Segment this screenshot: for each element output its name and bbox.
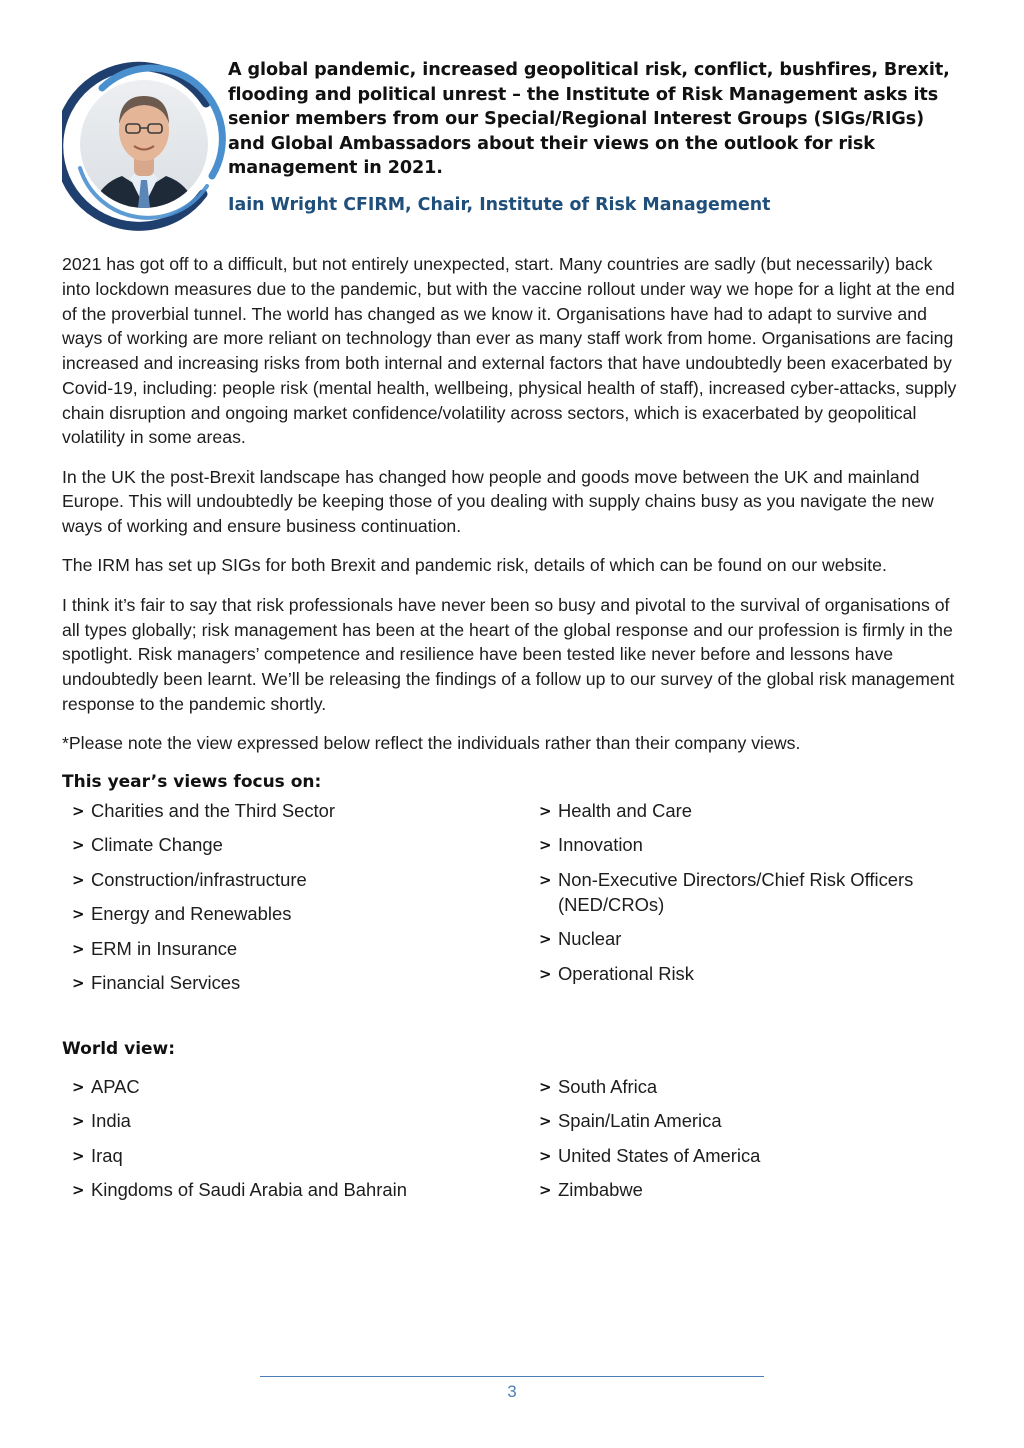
world-list: [62, 1075, 962, 1215]
intro-block: [228, 58, 964, 217]
chevron-right-icon: >: [539, 964, 552, 983]
list-item-label: Climate Change: [91, 834, 223, 856]
body-paragraph: I think it’s fair to say that risk professionals have never been so busy and pivotal to the survival of organisations of all types globally; risk management has been at the heart of the global response and our profession is firmly in the spotlight. Risk managers’ competence and resilience have been tested like never before and lessons have undoubtedly been learnt. We’ll be releasing the findings of a follow up to our survey of the global risk management response to the pandemic shortly.: [62, 594, 955, 714]
list-item-label: ERM in Insurance: [91, 937, 238, 959]
list-item-label: Financial Services: [91, 972, 241, 994]
list-item-label: Energy and Renewables: [91, 903, 292, 925]
chevron-right-icon: >: [72, 836, 85, 855]
list-item: [72, 799, 512, 824]
list-item-label: Innovation: [558, 834, 643, 856]
chevron-right-icon: >: [539, 1146, 552, 1165]
list-item: [72, 1109, 512, 1134]
body-paragraph: In the UK the post-Brexit landscape has changed how people and goods move between the UK and mainland Europe. This will undoubtedly be keeping those of you dealing with supply chains busy as you navigate the new ways of working and ensure business continuation.: [62, 466, 934, 537]
chevron-right-icon: >: [72, 974, 85, 993]
list-item: [72, 868, 512, 893]
chevron-right-icon: >: [539, 802, 552, 820]
list-item-label: United States of America: [558, 1144, 761, 1166]
focus-heading: This year’s views focus on:: [62, 772, 322, 792]
list-item: [72, 902, 512, 927]
intro-standfirst: A global pandemic, increased geopolitical risk, conflict, bushfires, Brexit, flooding and political unrest – the Institute of Risk Management asks its senior members from our Special/Regional Interest Groups (SIGs/RIGs) and Global Ambassadors about their views on the outlook for risk management in 2021.: [228, 60, 950, 179]
list-item-label: Spain/Latin America: [558, 1110, 722, 1132]
chevron-right-icon: >: [72, 905, 85, 924]
list-item: [72, 1144, 512, 1169]
list-item: [539, 1178, 959, 1203]
article-header: [62, 58, 962, 238]
list-item: [72, 1178, 512, 1203]
footer-divider: [260, 1376, 764, 1377]
list-item-label: Zimbabwe: [558, 1179, 643, 1201]
list-item-label: Charities and the Third Sector: [91, 800, 335, 821]
chevron-right-icon: >: [72, 1078, 85, 1096]
list-item: [539, 868, 959, 918]
list-item-label: Construction/infrastructure: [91, 868, 307, 890]
list-item-label: South Africa: [558, 1076, 658, 1097]
list-item-label: Non-Executive Directors/Chief Risk Officers (NED/CROs): [558, 868, 914, 915]
list-item: [72, 937, 512, 962]
list-item: [539, 1144, 959, 1169]
list-item: [539, 927, 959, 952]
list-item-label: India: [91, 1110, 131, 1132]
list-item: [539, 799, 959, 824]
body-paragraph: The IRM has set up SIGs for both Brexit and pandemic risk, details of which can be found on our website.: [62, 555, 887, 576]
chevron-right-icon: >: [72, 802, 85, 820]
chevron-right-icon: >: [539, 1181, 552, 1200]
author-portrait: [62, 58, 226, 232]
chevron-right-icon: >: [72, 870, 85, 889]
list-item-label: Iraq: [91, 1144, 123, 1166]
list-item: [539, 833, 959, 858]
list-item-label: Kingdoms of Saudi Arabia and Bahrain: [91, 1179, 407, 1201]
chevron-right-icon: >: [539, 836, 552, 855]
list-item-label: Nuclear: [558, 928, 622, 950]
chevron-right-icon: >: [539, 870, 552, 889]
chevron-right-icon: >: [72, 1112, 85, 1131]
focus-list-right: [539, 799, 959, 996]
world-list-right: [539, 1075, 959, 1213]
world-heading: World view:: [62, 1039, 176, 1059]
list-item: [539, 1075, 959, 1100]
list-item: [539, 1109, 959, 1134]
chevron-right-icon: >: [72, 1181, 85, 1200]
author-byline: Iain Wright CFIRM, Chair, Institute of Risk Management: [228, 194, 771, 215]
list-item: [72, 971, 512, 996]
chevron-right-icon: >: [539, 1078, 552, 1096]
body-paragraph: 2021 has got off to a difficult, but not entirely unexpected, start. Many countries are sadly (but necessarily) back into lockdown measures due to the pandemic, but with the vaccine rollout under way we hope for a light at the end of the proverbial tunnel. The world has changed as we know it. Organisations have had to adapt to survive and ways of working are more reliant on technology than ever as many staff work from home. Organisations are facing increased and increasing risks from both internal and external factors that have undoubtedly been exacerbated by Covid-19, including: people risk (mental health, wellbeing, physical health of staff), increased cyber-attacks, supply chain disruption and ongoing market confidence/volatility across sectors, which is exacerbated by geopolitical volatility in some areas.: [62, 254, 957, 448]
list-item-label: Operational Risk: [558, 962, 694, 984]
world-list-left: [72, 1075, 512, 1213]
page-number: 3: [507, 1382, 517, 1401]
focus-list: [62, 799, 962, 1034]
chevron-right-icon: >: [539, 1112, 552, 1131]
list-item: [539, 962, 959, 987]
disclaimer-note: *Please note the view expressed below reflect the individuals rather than their company views.: [62, 733, 801, 754]
focus-list-left: [72, 799, 512, 1006]
topic-lists: [62, 770, 962, 1215]
list-item: [72, 833, 512, 858]
list-item-label: Health and Care: [558, 800, 692, 821]
chevron-right-icon: >: [539, 930, 552, 949]
list-item: [72, 1075, 512, 1100]
article-body: [62, 252, 962, 770]
list-item-label: APAC: [91, 1076, 140, 1097]
chevron-right-icon: >: [72, 939, 85, 958]
chevron-right-icon: >: [72, 1146, 85, 1165]
